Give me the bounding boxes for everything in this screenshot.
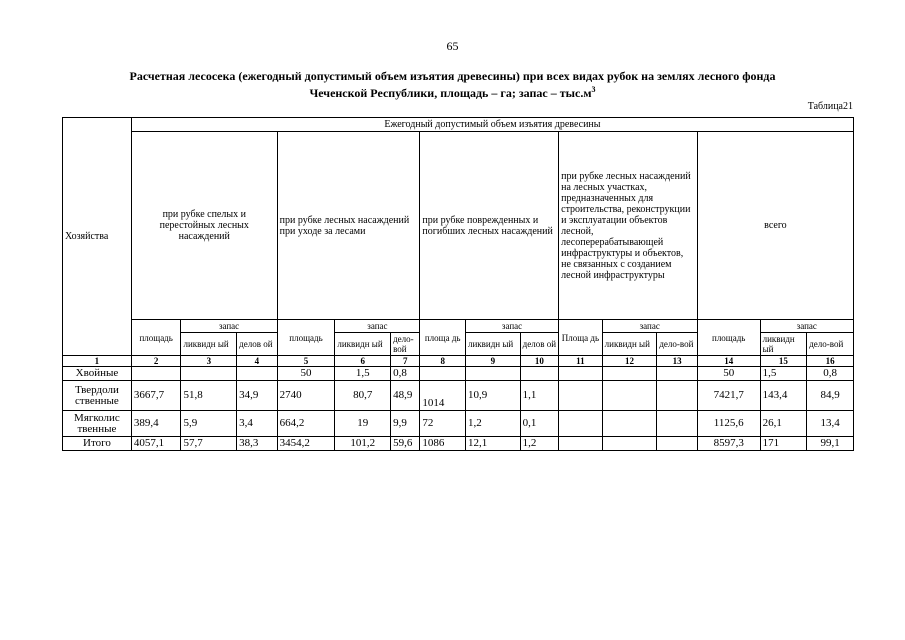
table-cell [181,367,237,381]
table-cell: 0,1 [520,411,558,437]
header-stock-1: запас [181,320,277,333]
header-business-2: дело-вой [391,333,420,356]
header-group-1: при рубке спелых и перестойных лесных насаждений [131,132,277,320]
table-cell: 1,2 [465,411,520,437]
table-cell: 389,4 [131,411,181,437]
title-line-1: Расчетная лесосека (ежегодный допустимый объем изъятия древесины) при всех видах рубок на землях лесного фонда [129,69,776,83]
header-liquid-1: ликвидн ый [181,333,237,356]
table-cell [657,381,698,411]
table-cell: 3,4 [237,411,278,437]
col-number: 2 [131,356,181,367]
header-group-5: всего [697,132,853,320]
table-cell [237,367,278,381]
row-name: Мягколис твенные [63,411,132,437]
table-cell: 8597,3 [697,437,760,451]
table-cell [131,367,181,381]
table-cell: 7421,7 [697,381,760,411]
col-number: 10 [520,356,558,367]
table-cell: 99,1 [807,437,854,451]
header-liquid-4: ликвидн ый [602,333,657,356]
header-area-5: площадь [697,320,760,356]
table-row [63,367,854,381]
header-business-4: дело-вой [657,333,698,356]
table-title [60,69,845,100]
row-name: Итого [63,437,132,451]
col-number: 4 [237,356,278,367]
col-number: 5 [277,356,335,367]
table-cell: 50 [697,367,760,381]
page-number: 65 [446,39,459,53]
table-cell: 4057,1 [131,437,181,451]
table-cell: 1086 [420,437,466,451]
table-cell: 48,9 [391,381,420,411]
col-number: 16 [807,356,854,367]
table-cell [559,411,603,437]
table-label: Таблица21 [807,101,853,112]
header-area-2: площадь [277,320,335,356]
table-cell: 84,9 [807,381,854,411]
col-number: 1 [63,356,132,367]
header-business-1: делов ой [237,333,278,356]
header-area-3: площа дь [420,320,466,356]
header-top: Ежегодный допустимый объем изъятия древесины [131,118,853,132]
table-cell: 57,7 [181,437,237,451]
header-business-5: дело-вой [807,333,854,356]
header-business-3: делов ой [520,333,558,356]
table-cell: 1,1 [520,381,558,411]
table-cell: 80,7 [335,381,391,411]
table-cell [602,367,657,381]
col-number: 13 [657,356,698,367]
table-cell: 5,9 [181,411,237,437]
table-cell [420,367,466,381]
table-cell: 72 [420,411,466,437]
table-cell [657,437,698,451]
title-line-2 [60,83,845,100]
table-cell: 1,5 [335,367,391,381]
header-group-4: при рубке лесных насаждений на лесных участках, предназначенных для строительства, реконструкции и эксплуатации объектов лесной, лесоперерабатывающей инфраструктуры и объектов, не связанных с созданием лесной инфраструктуры [559,132,698,320]
table-cell: 13,4 [807,411,854,437]
table-cell [559,381,603,411]
table-cell [657,411,698,437]
row-name: Твердоли ственные [63,381,132,411]
table-cell: 1,2 [520,437,558,451]
header-stock-3: запас [465,320,558,333]
col-number: 9 [465,356,520,367]
col-number: 14 [697,356,760,367]
table-cell: 9,9 [391,411,420,437]
table-cell: 10,9 [465,381,520,411]
title-superscript: 3 [591,85,596,94]
row-name: Хвойные [63,367,132,381]
table-cell [559,437,603,451]
table-cell [520,367,558,381]
table-cell: 3454,2 [277,437,335,451]
col-number: 8 [420,356,466,367]
table-cell: 664,2 [277,411,335,437]
table-cell [465,367,520,381]
table-cell: 26,1 [760,411,807,437]
table-cell: 38,3 [237,437,278,451]
table-row [63,411,854,437]
table-cell: 2740 [277,381,335,411]
table-cell: 59,6 [391,437,420,451]
header-area-4: Площа дь [559,320,603,356]
table-cell [602,411,657,437]
table-cell: 1,5 [760,367,807,381]
col-number: 15 [760,356,807,367]
table-body [63,367,854,451]
table-cell: 12,1 [465,437,520,451]
header-group-3: при рубке поврежденных и погибших лесных насаждений [420,132,559,320]
table-cell: 1014 [420,381,466,411]
table-cell: 0,8 [391,367,420,381]
table-cell [602,381,657,411]
table-row [63,437,854,451]
header-group-2: при рубке лесных насаждений при уходе за лесами [277,132,420,320]
table-cell: 1125,6 [697,411,760,437]
table-cell: 19 [335,411,391,437]
table-cell: 50 [277,367,335,381]
column-number-row [63,356,854,367]
table-cell [602,437,657,451]
col-number: 3 [181,356,237,367]
table-cell [559,367,603,381]
header-area-1: площадь [131,320,181,356]
table-cell: 51,8 [181,381,237,411]
table-row [63,381,854,411]
table-cell [657,367,698,381]
header-liquid-5: ликвидн ый [760,333,807,356]
table-cell: 34,9 [237,381,278,411]
table-cell: 3667,7 [131,381,181,411]
col-number: 11 [559,356,603,367]
title-line-2-text: Чеченской Республики, площадь – га; запас – тыс.м [309,86,592,100]
header-stock-5: запас [760,320,853,333]
header-liquid-3: ликвидн ый [465,333,520,356]
col-number: 12 [602,356,657,367]
header-farms: Хозяйства [63,118,132,356]
header-liquid-2: ликвидн ый [335,333,391,356]
forest-cut-table [62,117,854,451]
col-number: 6 [335,356,391,367]
table-cell: 171 [760,437,807,451]
header-stock-4: запас [602,320,697,333]
table-cell: 101,2 [335,437,391,451]
table-cell: 143,4 [760,381,807,411]
col-number: 7 [391,356,420,367]
header-stock-2: запас [335,320,420,333]
table-cell: 0,8 [807,367,854,381]
